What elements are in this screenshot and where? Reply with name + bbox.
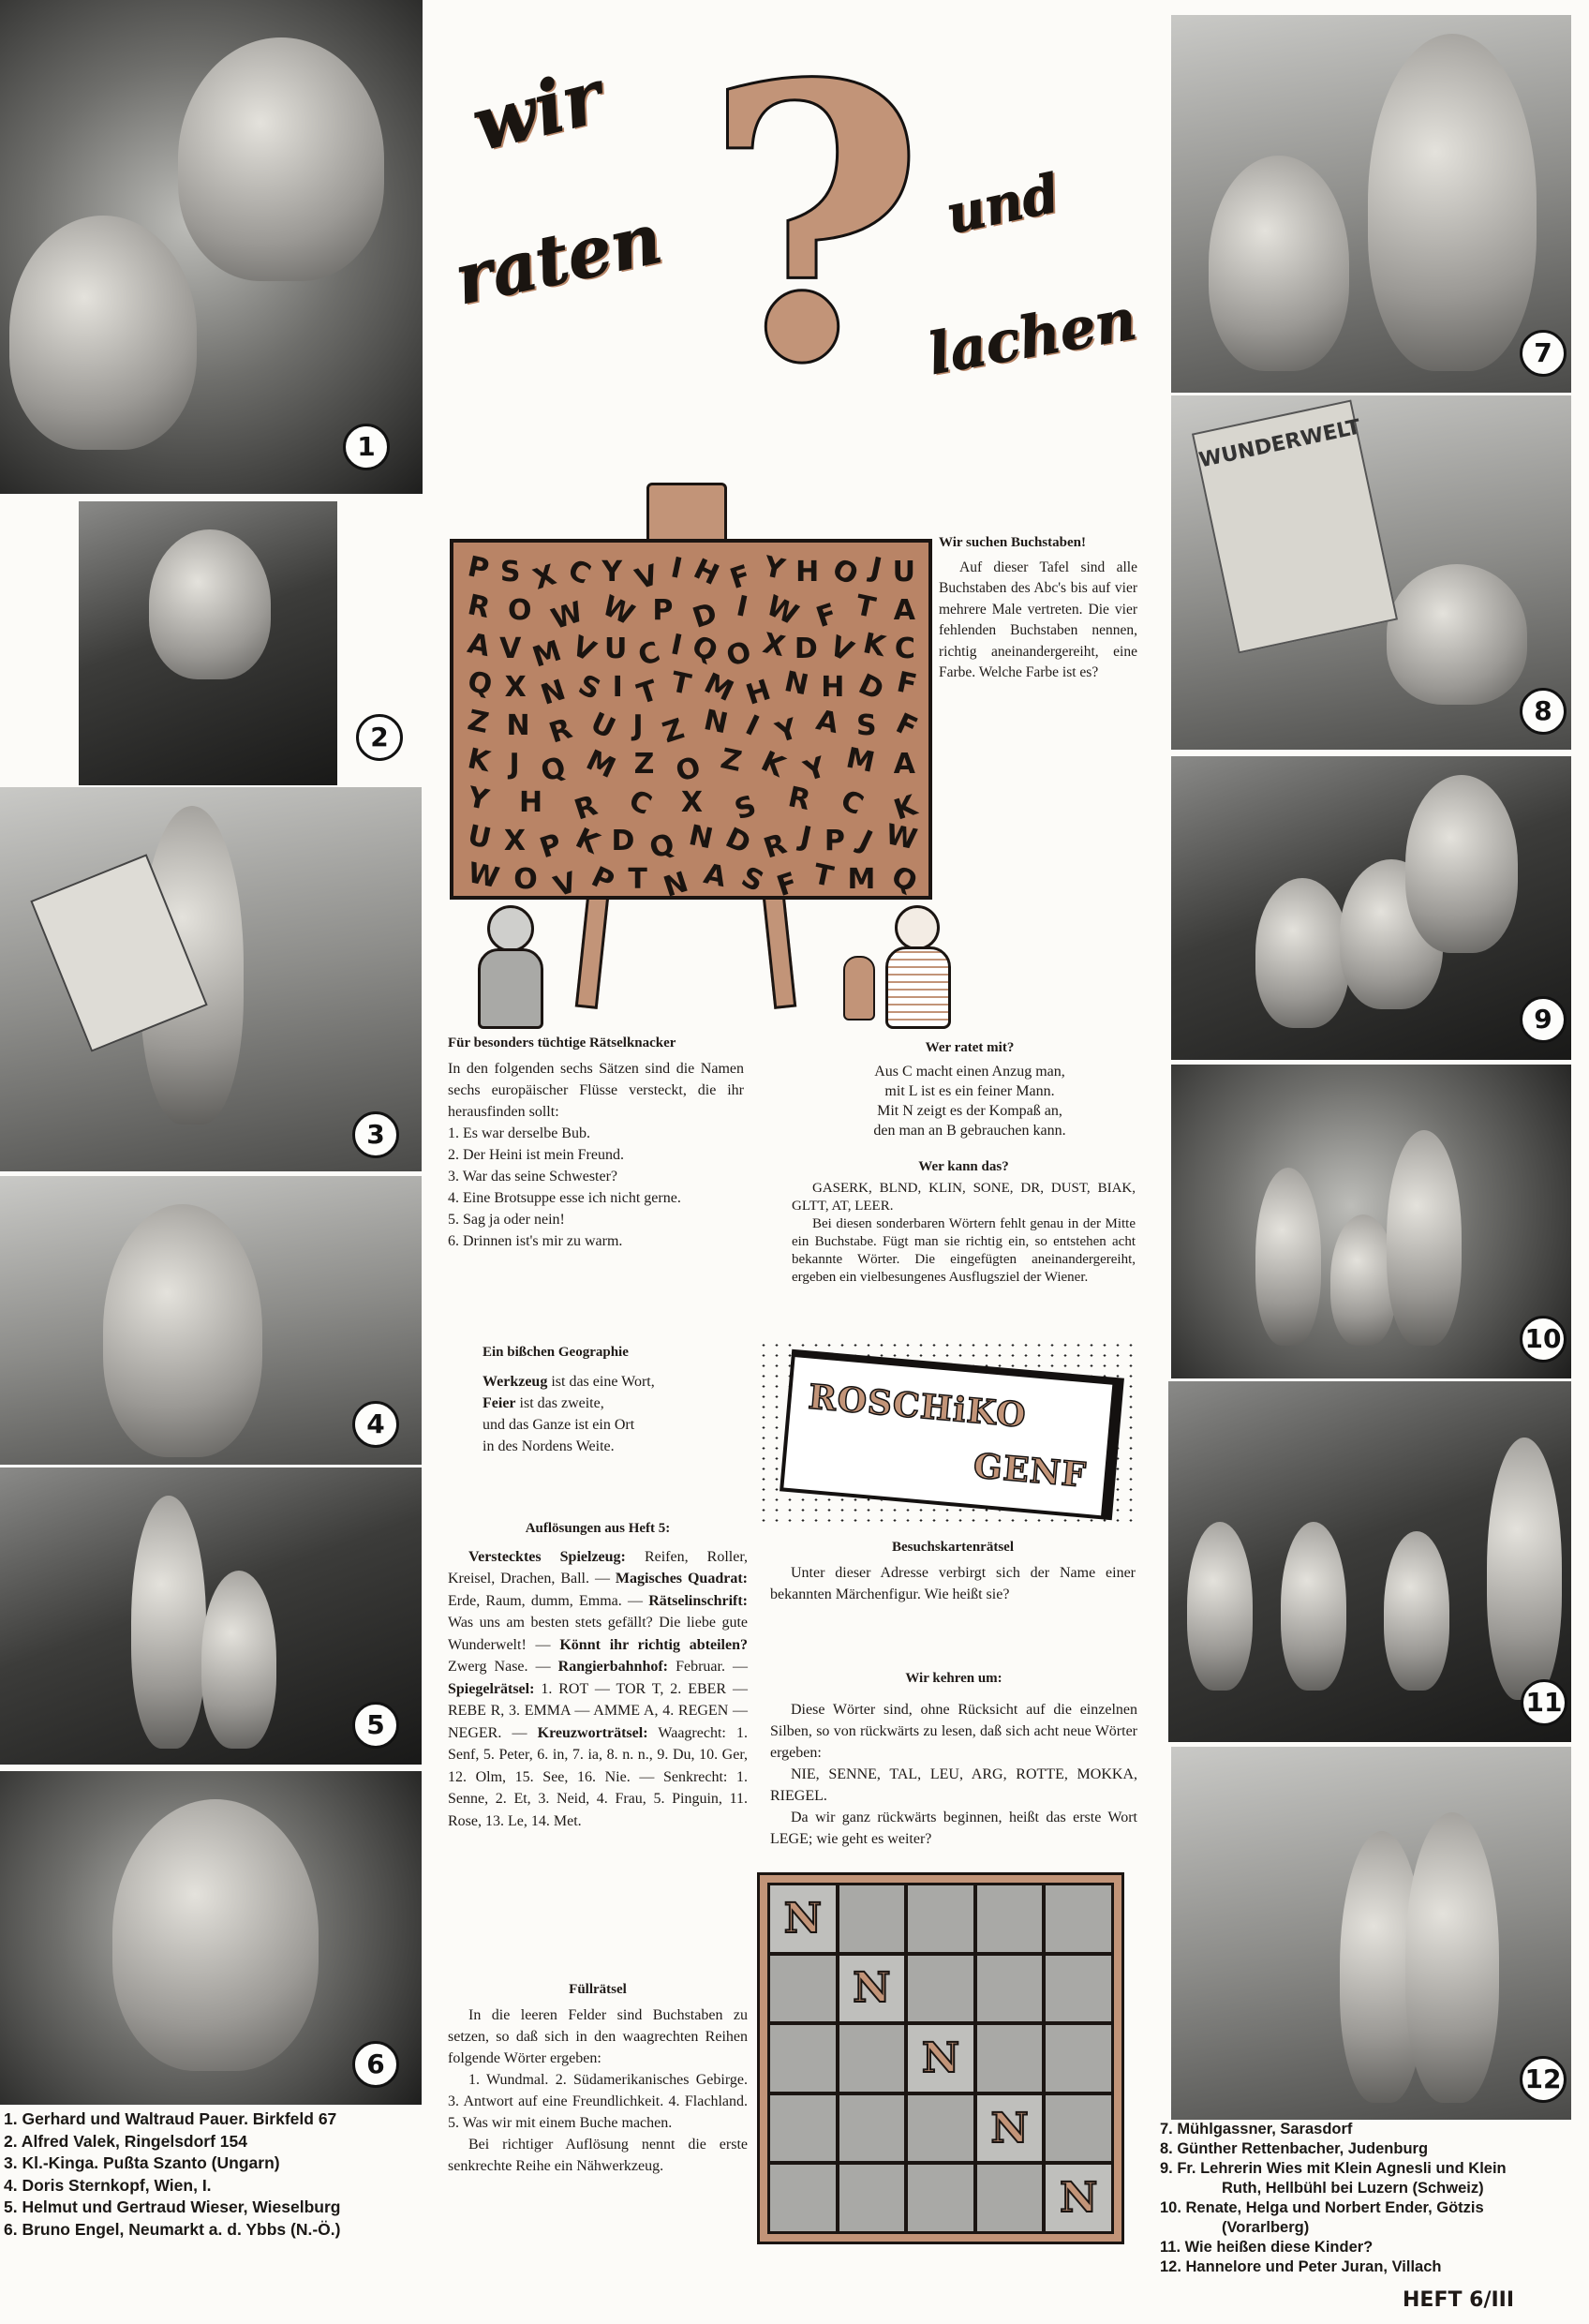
grid-cell-given: N bbox=[1046, 2165, 1111, 2231]
board-letter: I bbox=[668, 628, 686, 663]
board-letter: F bbox=[894, 665, 920, 702]
board-letter: K bbox=[889, 789, 921, 827]
board-letter: N bbox=[781, 664, 811, 703]
solution-label: Könnt ihr richtig abteilen? bbox=[559, 1636, 749, 1653]
board-letter: R bbox=[785, 781, 814, 818]
board-row bbox=[465, 627, 915, 675]
board-letter: Y bbox=[465, 781, 492, 818]
solution-label: Magisches Quadrat: bbox=[615, 1571, 748, 1587]
puzzle-item: 1. Es war derselbe Bub. bbox=[448, 1125, 590, 1141]
photo-captions-right bbox=[1160, 2120, 1507, 2277]
grid-cell-empty bbox=[839, 2025, 905, 2092]
grid-cell-empty bbox=[977, 2165, 1043, 2231]
board-letter: X bbox=[504, 671, 527, 704]
board-letter: T bbox=[853, 588, 879, 625]
puzzle-wer-ratet-mit bbox=[806, 1038, 1134, 1140]
caption: 4. Doris Sternkopf, Wien, I. bbox=[4, 2175, 212, 2195]
solution-label: Rangierbahnhof: bbox=[557, 1659, 668, 1675]
photo-3 bbox=[0, 787, 422, 1171]
board-letter: D bbox=[794, 633, 818, 665]
board-letter: Y bbox=[799, 751, 830, 789]
solutions-heading: Auflösungen aus Heft 5: bbox=[525, 1521, 671, 1536]
board-letter: J bbox=[854, 824, 878, 859]
board-letter: Q bbox=[646, 827, 679, 866]
board-letter: W bbox=[883, 818, 920, 857]
caption: 6. Bruno Engel, Neumarkt a. d. Ybbs (N.-Ö.) bbox=[4, 2219, 341, 2239]
puzzle-text: Bei richtiger Auflösung nennt die erste senkrechte Reihe ein Nähwerkzeug. bbox=[448, 2137, 748, 2174]
board-letter: O bbox=[827, 552, 864, 593]
caption: 11. Wie heißen diese Kinder? bbox=[1160, 2239, 1374, 2256]
grid-cell-empty bbox=[977, 1885, 1043, 1952]
puzzle-clues: 1. Wundmal. 2. Südamerikanisches Gebirge. 3. Antwort auf eine Freundlichkeit. 4. Flachland. 5. Was wir mit einem Buche machen. bbox=[448, 2072, 748, 2131]
grid-cell-empty bbox=[1046, 1885, 1111, 1952]
board-letter: J bbox=[867, 551, 884, 586]
puzzle-text: In den folgenden sechs Sätzen sind die Namen sechs europäischer Flüsse versteckt, die ihr herausfinden sollt: bbox=[448, 1061, 744, 1120]
board-letter: X bbox=[759, 627, 788, 664]
puzzle-text: Bei diesen sonderbaren Wörtern fehlt genau in der Mitte ein Buchstabe. Fügt man sie richtig ein, so entstehen acht bekannte Wörter. Die eingefügten aneinandergereiht, ergeben ein vielbesungenes Ausflugsziel der Wiener. bbox=[792, 1216, 1136, 1285]
board-letter: N bbox=[506, 709, 530, 742]
grid-cell-given: N bbox=[908, 2025, 973, 2092]
grid-cell-empty bbox=[839, 2095, 905, 2162]
solution-text: Zwerg Nase. — bbox=[448, 1659, 558, 1675]
board-letter: F bbox=[773, 866, 802, 904]
easel-leg bbox=[575, 894, 610, 1009]
photo-number-badge: 5 bbox=[352, 1702, 399, 1749]
board-letter: O bbox=[513, 863, 538, 896]
board-letter: T bbox=[668, 665, 694, 702]
board-letter: R bbox=[465, 588, 493, 626]
question-mark-graphic: ? bbox=[705, 5, 925, 445]
board-letter: W bbox=[761, 588, 804, 633]
solution-label: Verstecktes Spielzeug: bbox=[468, 1548, 626, 1565]
photo-1 bbox=[0, 0, 423, 494]
board-letter: Z bbox=[718, 742, 745, 780]
solutions-previous-issue bbox=[448, 1518, 748, 1832]
board-row bbox=[465, 703, 923, 751]
puzzle-text: In die leeren Felder sind Buchstaben zu setzen, so daß sich in den waagrechten Reihen folgende Wörter ergeben: bbox=[448, 2007, 748, 2066]
photo-2 bbox=[79, 501, 337, 785]
photo-number-badge: 6 bbox=[352, 2041, 399, 2088]
board-letter: A bbox=[893, 748, 915, 781]
photo-number-badge: 2 bbox=[356, 714, 403, 761]
card-name: ROSCHiKO bbox=[807, 1377, 1029, 1436]
caption: 12. Hannelore und Peter Juran, Villach bbox=[1160, 2258, 1442, 2275]
puzzle-text: Da wir ganz rückwärts beginnen, heißt das erste Wort LEGE; wie geht es weiter? bbox=[770, 1810, 1137, 1847]
board-letter: C bbox=[563, 553, 597, 592]
puzzle-heading: Für besonders tüchtige Rätselknacker bbox=[448, 1035, 676, 1050]
board-letter: R bbox=[759, 827, 791, 866]
issue-number: HEFT 6/III bbox=[1403, 2288, 1515, 2312]
board-letter: P bbox=[536, 827, 567, 866]
board-letter: H bbox=[795, 556, 820, 588]
puzzle-heading: Wir kehren um: bbox=[905, 1671, 1002, 1686]
solution-label: Kreuzworträtsel: bbox=[537, 1724, 648, 1741]
board-letter: C bbox=[623, 783, 657, 823]
puzzle-item: 6. Drinnen ist's mir zu warm. bbox=[448, 1233, 623, 1249]
verse-line: und das Ganze ist ein Ort bbox=[483, 1417, 635, 1433]
board-letter: W bbox=[547, 595, 587, 637]
grid-cell-given: N bbox=[770, 1885, 836, 1952]
solutions-text bbox=[448, 1546, 748, 1833]
grid-cell-empty bbox=[839, 1885, 905, 1952]
caption-continued: (Vorarlberg) bbox=[1222, 2219, 1310, 2236]
photo-number-badge: 12 bbox=[1520, 2056, 1567, 2103]
board-letter: F bbox=[726, 559, 755, 597]
board-letter: X bbox=[680, 786, 704, 819]
puzzle-text: Unter dieser Adresse verbirgt sich der Name einer bekannten Märchenfigur. Wie heißt sie? bbox=[770, 1565, 1136, 1602]
grid-cell-empty bbox=[839, 2165, 905, 2231]
board-letter: Q bbox=[687, 629, 723, 670]
board-letter: M bbox=[580, 743, 620, 785]
grid-cell-empty bbox=[908, 2165, 973, 2231]
grid-cell-empty bbox=[770, 2095, 836, 2162]
verse-line: Mit N zeigt es der Kompaß an, bbox=[877, 1103, 1062, 1119]
photo-12 bbox=[1171, 1747, 1571, 2120]
verse-line: ist das eine Wort, bbox=[547, 1374, 655, 1390]
boy-illustration-head bbox=[487, 905, 534, 952]
board-letter: D bbox=[689, 596, 721, 635]
board-letter: A bbox=[813, 704, 842, 741]
board-letter: D bbox=[854, 667, 889, 708]
board-letter: C bbox=[894, 633, 915, 665]
board-row bbox=[465, 741, 915, 789]
puzzle-heading: Wir suchen Buchstaben! bbox=[939, 535, 1086, 550]
board-letter: P bbox=[652, 594, 674, 627]
doll-illustration bbox=[843, 956, 875, 1020]
caption-continued: Ruth, Hellbühl bei Luzern (Schweiz) bbox=[1222, 2180, 1484, 2197]
puzzle-text: Auf dieser Tafel sind alle Buchstaben des Abc's bis auf vier mehrere Male vertreten. Die vier fehlenden Buchstaben nennen, richtig aneinandergereiht, eine Farbe. Welche Farbe ist es? bbox=[939, 559, 1137, 680]
title-word-und: und bbox=[941, 162, 1065, 246]
verse-line: mit L ist es ein feiner Mann. bbox=[884, 1083, 1055, 1099]
photo-8 bbox=[1171, 395, 1571, 750]
board-letter: U bbox=[465, 819, 495, 857]
board-letter: R bbox=[571, 789, 602, 827]
board-letter: Q bbox=[886, 859, 923, 901]
grid-cell-empty bbox=[977, 2025, 1043, 2092]
board-letter: R bbox=[545, 712, 577, 751]
photo-10 bbox=[1171, 1065, 1571, 1378]
caption: 7. Mühlgassner, Sarasdorf bbox=[1160, 2121, 1353, 2138]
board-letter: T bbox=[628, 863, 647, 896]
photo-5 bbox=[0, 1467, 422, 1765]
grid-cell-empty bbox=[908, 1885, 973, 1952]
puzzle-item: 4. Eine Brotsuppe esse ich nicht gerne. bbox=[448, 1190, 681, 1206]
board-letter: I bbox=[668, 551, 686, 586]
title-word-lachen: lachen bbox=[923, 287, 1142, 388]
board-letter: P bbox=[465, 550, 492, 588]
board-letter: Z bbox=[465, 704, 492, 741]
girl-illustration bbox=[885, 946, 951, 1029]
magazine-cover: WUNDERWELT bbox=[1192, 400, 1398, 654]
board-letter: W bbox=[465, 857, 502, 896]
verse-line: in des Nordens Weite. bbox=[483, 1438, 615, 1454]
photo-11 bbox=[1168, 1381, 1571, 1742]
board-letter: H bbox=[518, 786, 543, 819]
verse-line: den man an B gebrauchen kann. bbox=[873, 1123, 1066, 1139]
grid-cell-given: N bbox=[839, 1956, 905, 2022]
puzzle-geographie bbox=[483, 1342, 735, 1457]
board-letter: J bbox=[797, 820, 815, 855]
puzzle-text: Diese Wörter sind, ohne Rücksicht auf die einzelnen Silben, so von rückwärts zu lesen, daß sich acht neue Wörter ergeben: bbox=[770, 1702, 1137, 1761]
board-letter: T bbox=[632, 674, 662, 712]
photo-number-badge: 8 bbox=[1520, 688, 1567, 735]
board-letter: Y bbox=[771, 712, 802, 751]
board-letter: T bbox=[809, 857, 837, 894]
board-letter: S bbox=[572, 668, 606, 708]
board-letter: O bbox=[722, 634, 756, 674]
board-letter: M bbox=[699, 666, 739, 708]
photo-number-badge: 3 bbox=[352, 1111, 399, 1158]
solution-text: Erde, Raum, dumm, Emma. — bbox=[448, 1592, 649, 1609]
puzzle-raetselknacker bbox=[448, 1033, 744, 1252]
board-letter: S bbox=[499, 556, 521, 588]
puzzle-item: 3. War das seine Schwester? bbox=[448, 1169, 618, 1184]
puzzle-heading: Besuchskartenrätsel bbox=[892, 1540, 1014, 1555]
girl-illustration-head bbox=[895, 905, 940, 950]
board-letter: V bbox=[549, 866, 581, 904]
solution-text: Februar. — bbox=[668, 1659, 748, 1675]
caption: 2. Alfred Valek, Ringelsdorf 154 bbox=[4, 2131, 248, 2151]
photo-7 bbox=[1171, 15, 1571, 393]
puzzle-item: 2. Der Heini ist mein Freund. bbox=[448, 1147, 624, 1163]
board-letter: Z bbox=[633, 748, 655, 781]
board-letter: O bbox=[671, 750, 705, 789]
puzzle-heading: Wer ratet mit? bbox=[925, 1040, 1015, 1055]
puzzle-item: 5. Sag ja oder nein! bbox=[448, 1212, 565, 1228]
caption: 10. Renate, Helga und Norbert Ender, Götzis bbox=[1160, 2199, 1484, 2216]
photo-number-badge: 11 bbox=[1521, 1679, 1567, 1726]
board-letter: V bbox=[566, 630, 601, 669]
board-letter: U bbox=[586, 706, 621, 746]
board-letter: U bbox=[892, 556, 915, 588]
board-letter: V bbox=[824, 630, 858, 669]
grid-cell-empty bbox=[1046, 1956, 1111, 2022]
board-letter: D bbox=[720, 821, 756, 861]
board-letter: H bbox=[821, 671, 845, 704]
verse-line: Aus C macht einen Anzug man, bbox=[874, 1064, 1065, 1080]
board-row bbox=[465, 664, 920, 712]
grid-cell-empty bbox=[908, 2095, 973, 2162]
boy-illustration bbox=[478, 948, 543, 1029]
board-row bbox=[465, 550, 915, 597]
photo-captions-left bbox=[4, 2108, 341, 2241]
photo-number-badge: 4 bbox=[352, 1401, 399, 1448]
grid-cell-empty bbox=[770, 1956, 836, 2022]
board-letter: A bbox=[465, 627, 494, 664]
grid-cell-empty bbox=[770, 2165, 836, 2231]
board-letter: M bbox=[847, 863, 876, 896]
board-letter: P bbox=[824, 825, 845, 857]
grid-cell-empty bbox=[1046, 2095, 1111, 2162]
board-letter: K bbox=[756, 745, 791, 784]
photo-number-badge: 9 bbox=[1520, 996, 1567, 1043]
board-letter: S bbox=[856, 709, 877, 742]
solution-text: Was uns am besten stets gefällt? Die liebe gute Wunderwelt! — bbox=[448, 1615, 748, 1653]
caption: 8. Günther Rettenbacher, Judenburg bbox=[1160, 2140, 1429, 2157]
board-letter: N bbox=[685, 818, 716, 857]
caption: 9. Fr. Lehrerin Wies mit Klein Agnesli und Klein bbox=[1160, 2160, 1507, 2177]
board-letter: S bbox=[735, 860, 768, 900]
board-letter: A bbox=[701, 857, 730, 895]
photo-9 bbox=[1171, 756, 1571, 1060]
board-letter: I bbox=[733, 589, 751, 624]
fill-puzzle-grid bbox=[757, 1872, 1124, 2244]
board-letter: C bbox=[836, 783, 869, 823]
board-row bbox=[465, 857, 923, 904]
board-letter: N bbox=[536, 673, 570, 712]
card-city: GENF bbox=[972, 1446, 1089, 1496]
grid-cell-empty bbox=[770, 2025, 836, 2092]
board-letter: Y bbox=[760, 550, 788, 588]
board-letter: F bbox=[891, 707, 923, 745]
board-letter: K bbox=[465, 742, 494, 780]
puzzle-wer-kann-das bbox=[792, 1158, 1136, 1287]
board-letter: U bbox=[603, 633, 628, 665]
board-letter: C bbox=[634, 635, 665, 674]
board-letter: W bbox=[597, 588, 640, 633]
board-letter: Q bbox=[465, 664, 496, 703]
board-letter: I bbox=[740, 708, 764, 744]
board-letter: J bbox=[509, 748, 520, 781]
letter-board bbox=[450, 539, 932, 904]
grid-cell-empty bbox=[1046, 2025, 1111, 2092]
board-letter: Y bbox=[601, 556, 623, 588]
board-letter: Q bbox=[536, 750, 571, 789]
puzzle-words: NIE, SENNE, TAL, LEU, ARG, ROTTE, MOKKA, RIEGEL. bbox=[770, 1766, 1137, 1804]
puzzle-words: GASERK, BLND, KLIN, SONE, DR, DUST, BIAK, GLTT, AT, LEER. bbox=[792, 1181, 1136, 1214]
puzzle-wir-kehren-um bbox=[770, 1668, 1137, 1850]
bold-word: Werkzeug bbox=[483, 1374, 548, 1390]
puzzle-fuellraetsel bbox=[448, 1979, 748, 2177]
solution-label: Spiegelrätsel: bbox=[448, 1680, 535, 1697]
board-letter: H bbox=[689, 552, 724, 592]
board-letter: V bbox=[499, 633, 522, 665]
board-letter: O bbox=[507, 594, 532, 627]
puzzle-besuchskarte bbox=[770, 1537, 1136, 1605]
photo-4 bbox=[0, 1176, 422, 1465]
solution-text: Reifen, Roller, Kreisel, Drachen, Ball. — bbox=[448, 1548, 749, 1587]
board-letter: H bbox=[741, 673, 775, 712]
puzzle-heading: Wer kann das? bbox=[918, 1159, 1009, 1174]
bold-word: Feier bbox=[483, 1395, 516, 1411]
photo-number-badge: 1 bbox=[343, 424, 390, 470]
photo-6 bbox=[0, 1771, 422, 2105]
grid-cell-empty bbox=[908, 1956, 973, 2022]
solution-label: Rätselinschrift: bbox=[648, 1592, 748, 1609]
board-letter: I bbox=[612, 671, 623, 704]
puzzle-heading: Füllrätsel bbox=[569, 1982, 627, 1997]
board-letter: J bbox=[632, 709, 644, 742]
board-letter: P bbox=[587, 860, 619, 900]
caption: 5. Helmut und Gertraud Wieser, Wieselburg bbox=[4, 2197, 341, 2216]
puzzle-wir-suchen-buchstaben bbox=[939, 532, 1137, 684]
puzzle-heading: Ein bißchen Geographie bbox=[483, 1345, 629, 1360]
board-letter: X bbox=[503, 825, 526, 857]
board-row bbox=[465, 818, 920, 866]
grid-cell-empty bbox=[977, 1956, 1043, 2022]
board-letter: N bbox=[700, 703, 731, 741]
board-letter: M bbox=[528, 634, 566, 675]
caption: 1. Gerhard und Waltraud Pauer. Birkfeld 67 bbox=[4, 2109, 337, 2128]
solution-text: Waagrecht: 1. Senf, 5. Peter, 6. in, 7. ia, 8. n. n., 9. Du, 10. Ger, 12. Olm, 15. See, 16. Nie. — Senkrecht: 1. Senne, 2. Et, 3. Neid, 4. Frau, 5. Pinguin, 11. Rose, 13. Le, 14. Met. bbox=[448, 1724, 749, 1829]
grid-cell-given: N bbox=[977, 2095, 1043, 2162]
caption: 3. Kl.-Kinga. Pußta Szanto (Ungarn) bbox=[4, 2153, 280, 2172]
verse-line: ist das zweite, bbox=[515, 1395, 604, 1411]
board-letter: D bbox=[611, 825, 635, 857]
board-row bbox=[465, 588, 915, 637]
board-letter: S bbox=[731, 789, 761, 827]
board-letter: K bbox=[570, 822, 604, 861]
board-letter: A bbox=[893, 594, 915, 627]
board-letter: Z bbox=[659, 712, 689, 751]
board-letter: N bbox=[660, 865, 692, 904]
board-letter: K bbox=[859, 627, 888, 664]
title-word-raten: raten bbox=[448, 198, 669, 321]
title-word-wir: wir bbox=[464, 53, 611, 169]
board-letter: V bbox=[631, 559, 662, 597]
photo-number-badge: 7 bbox=[1520, 330, 1567, 377]
board-letter: X bbox=[529, 559, 561, 597]
visiting-card-illustration bbox=[757, 1340, 1134, 1523]
easel-leg bbox=[763, 894, 797, 1009]
photo-number-badge: 10 bbox=[1520, 1316, 1567, 1363]
board-letter: M bbox=[842, 741, 878, 780]
solution-text: 1. ROT — TOR T, 2. EBER — REBE R, 3. EMMA — AMME A, 4. REGEN — NEGER. — bbox=[448, 1680, 748, 1741]
board-letter: F bbox=[812, 597, 841, 635]
